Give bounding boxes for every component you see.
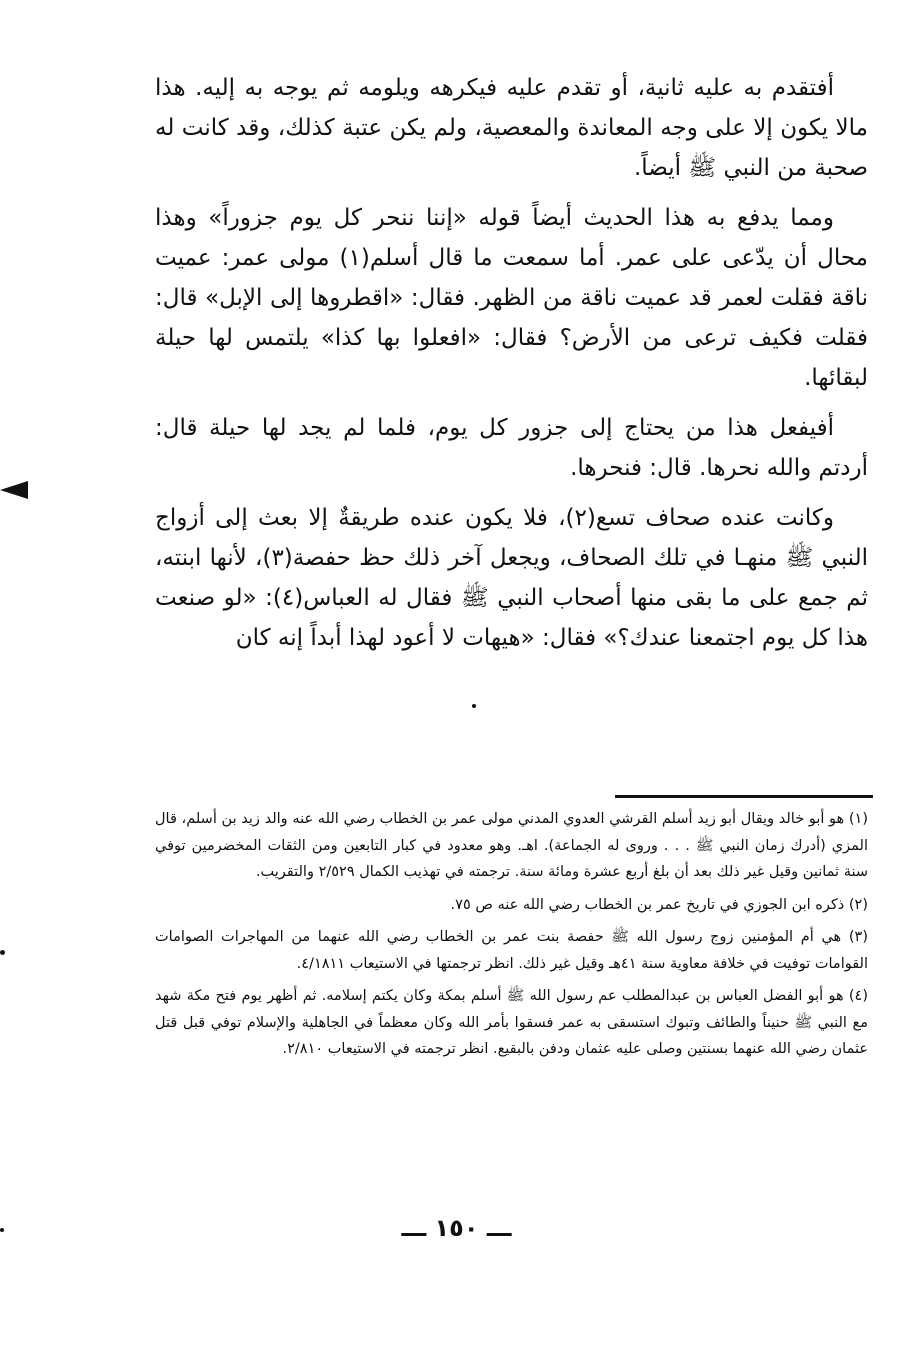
footnote-2: (٢) ذكره ابن الجوزي في تاريخ عمر بن الخطاب رضي الله عنه ص ٧٥.	[450, 896, 868, 913]
footnotes	[155, 806, 868, 1069]
footnote-3: (٣) هي أم المؤمنين زوج رسول الله ﷺ حفصة بنت عمر بن الخطاب رضي الله عنهما من المهاجرات الصوامات القوامات توفيت في خلافة معاوية سنة ٤١هـ وقيل غير ذلك. انظر ترجمتها في الاستيعاب ٤/١٨١١.	[155, 929, 868, 972]
footnote-1: (١) هو أبو خالد ويقال أبو زيد أسلم القرشي العدوي المدني مولى عمر بن الخطاب رضي الله عنه والد زيد بن أسلم، قال المزي (أدرك زمان النبي ﷺ . . . وروى له الجماعة). اهـ. وهو معدود في كبار التابعين ومن الثقات المخضرمين توفي سنة ثمانين وقيل غير ذلك بعد أن بلغ أربع عشرة ومائة سنة. ترجمته في تهذيب الكمال ٢/٥٢٩ والتقريب.	[155, 811, 868, 880]
stray-dot-mark	[472, 704, 476, 708]
paragraph-2: ومما يدفع به هذا الحديث أيضاً قوله «إننا ننحر كل يوم جزوراً» وهذا محال أن يدّعى على عمر. أما سمعت ما قال أسلم(١) مولى عمر: عميت ناقة فقلت لعمر قد عميت ناقة من الظهر. فقال: «اقطروها إلى الإبل» قال: فقلت فكيف ترعى من الأرض؟ فقال: «افعلوا بها كذا» يلتمس لها حيلة لبقائها.	[155, 205, 868, 391]
footnote-4: (٤) هو أبو الفضل العباس بن عبدالمطلب عم رسول الله ﷺ أسلم بمكة وكان يكتم إسلامه. ثم أظهر يوم فتح مكة شهد مع النبي ﷺ حنيناً والطائف وتبوك استسقى به عمر فسقوا بأمر الله وكان معظماً في الجاهلية والإسلام توفي قبل قتل عثمان رضي الله عنهما بسنتين وصلى عليه عثمان ودفن بالبقيع. انظر ترجمته في الاستيعاب ٢/٨١٠.	[155, 988, 868, 1057]
paragraph-1: أفتقدم به عليه ثانية، أو تقدم عليه فيكرهه ويلومه ثم يوجه به إليه. هذا مالا يكون إلا على وجه المعاندة والمعصية، ولم يكن عتبة كذلك، وقد كانت له صحبة من النبي ﷺ أيضاً.	[155, 75, 868, 181]
footnote-separator	[615, 795, 873, 798]
main-text	[155, 68, 868, 668]
paragraph-4: وكانت عنده صحاف تسع(٢)، فلا يكون عنده طريقةٌ إلا بعث إلى أزواج النبي ﷺ منهـا في تلك الصحاف، ويجعل آخر ذلك حظ حفصة(٣)، لأنها ابنته، ثم جمع على ما بقى منها أصحاب النبي ﷺ فقال له العباس(٤): «لو صنعت هذا كل يوم اجتمعنا عندك؟» فقال: «هيهات لا أعود لهذا أبداً إنه كان	[155, 505, 869, 651]
margin-arrow-mark	[0, 481, 28, 499]
margin-dot-mark	[0, 950, 5, 955]
margin-dot-mark	[0, 1228, 4, 1232]
paragraph-3: أفيفعل هذا من يحتاج إلى جزور كل يوم، فلما لم يجد لها حيلة قال: أردتم والله نحرها. قال: فنحرها.	[155, 415, 868, 481]
page-number: ـــ ١٥٠ ـــ	[401, 1214, 512, 1242]
